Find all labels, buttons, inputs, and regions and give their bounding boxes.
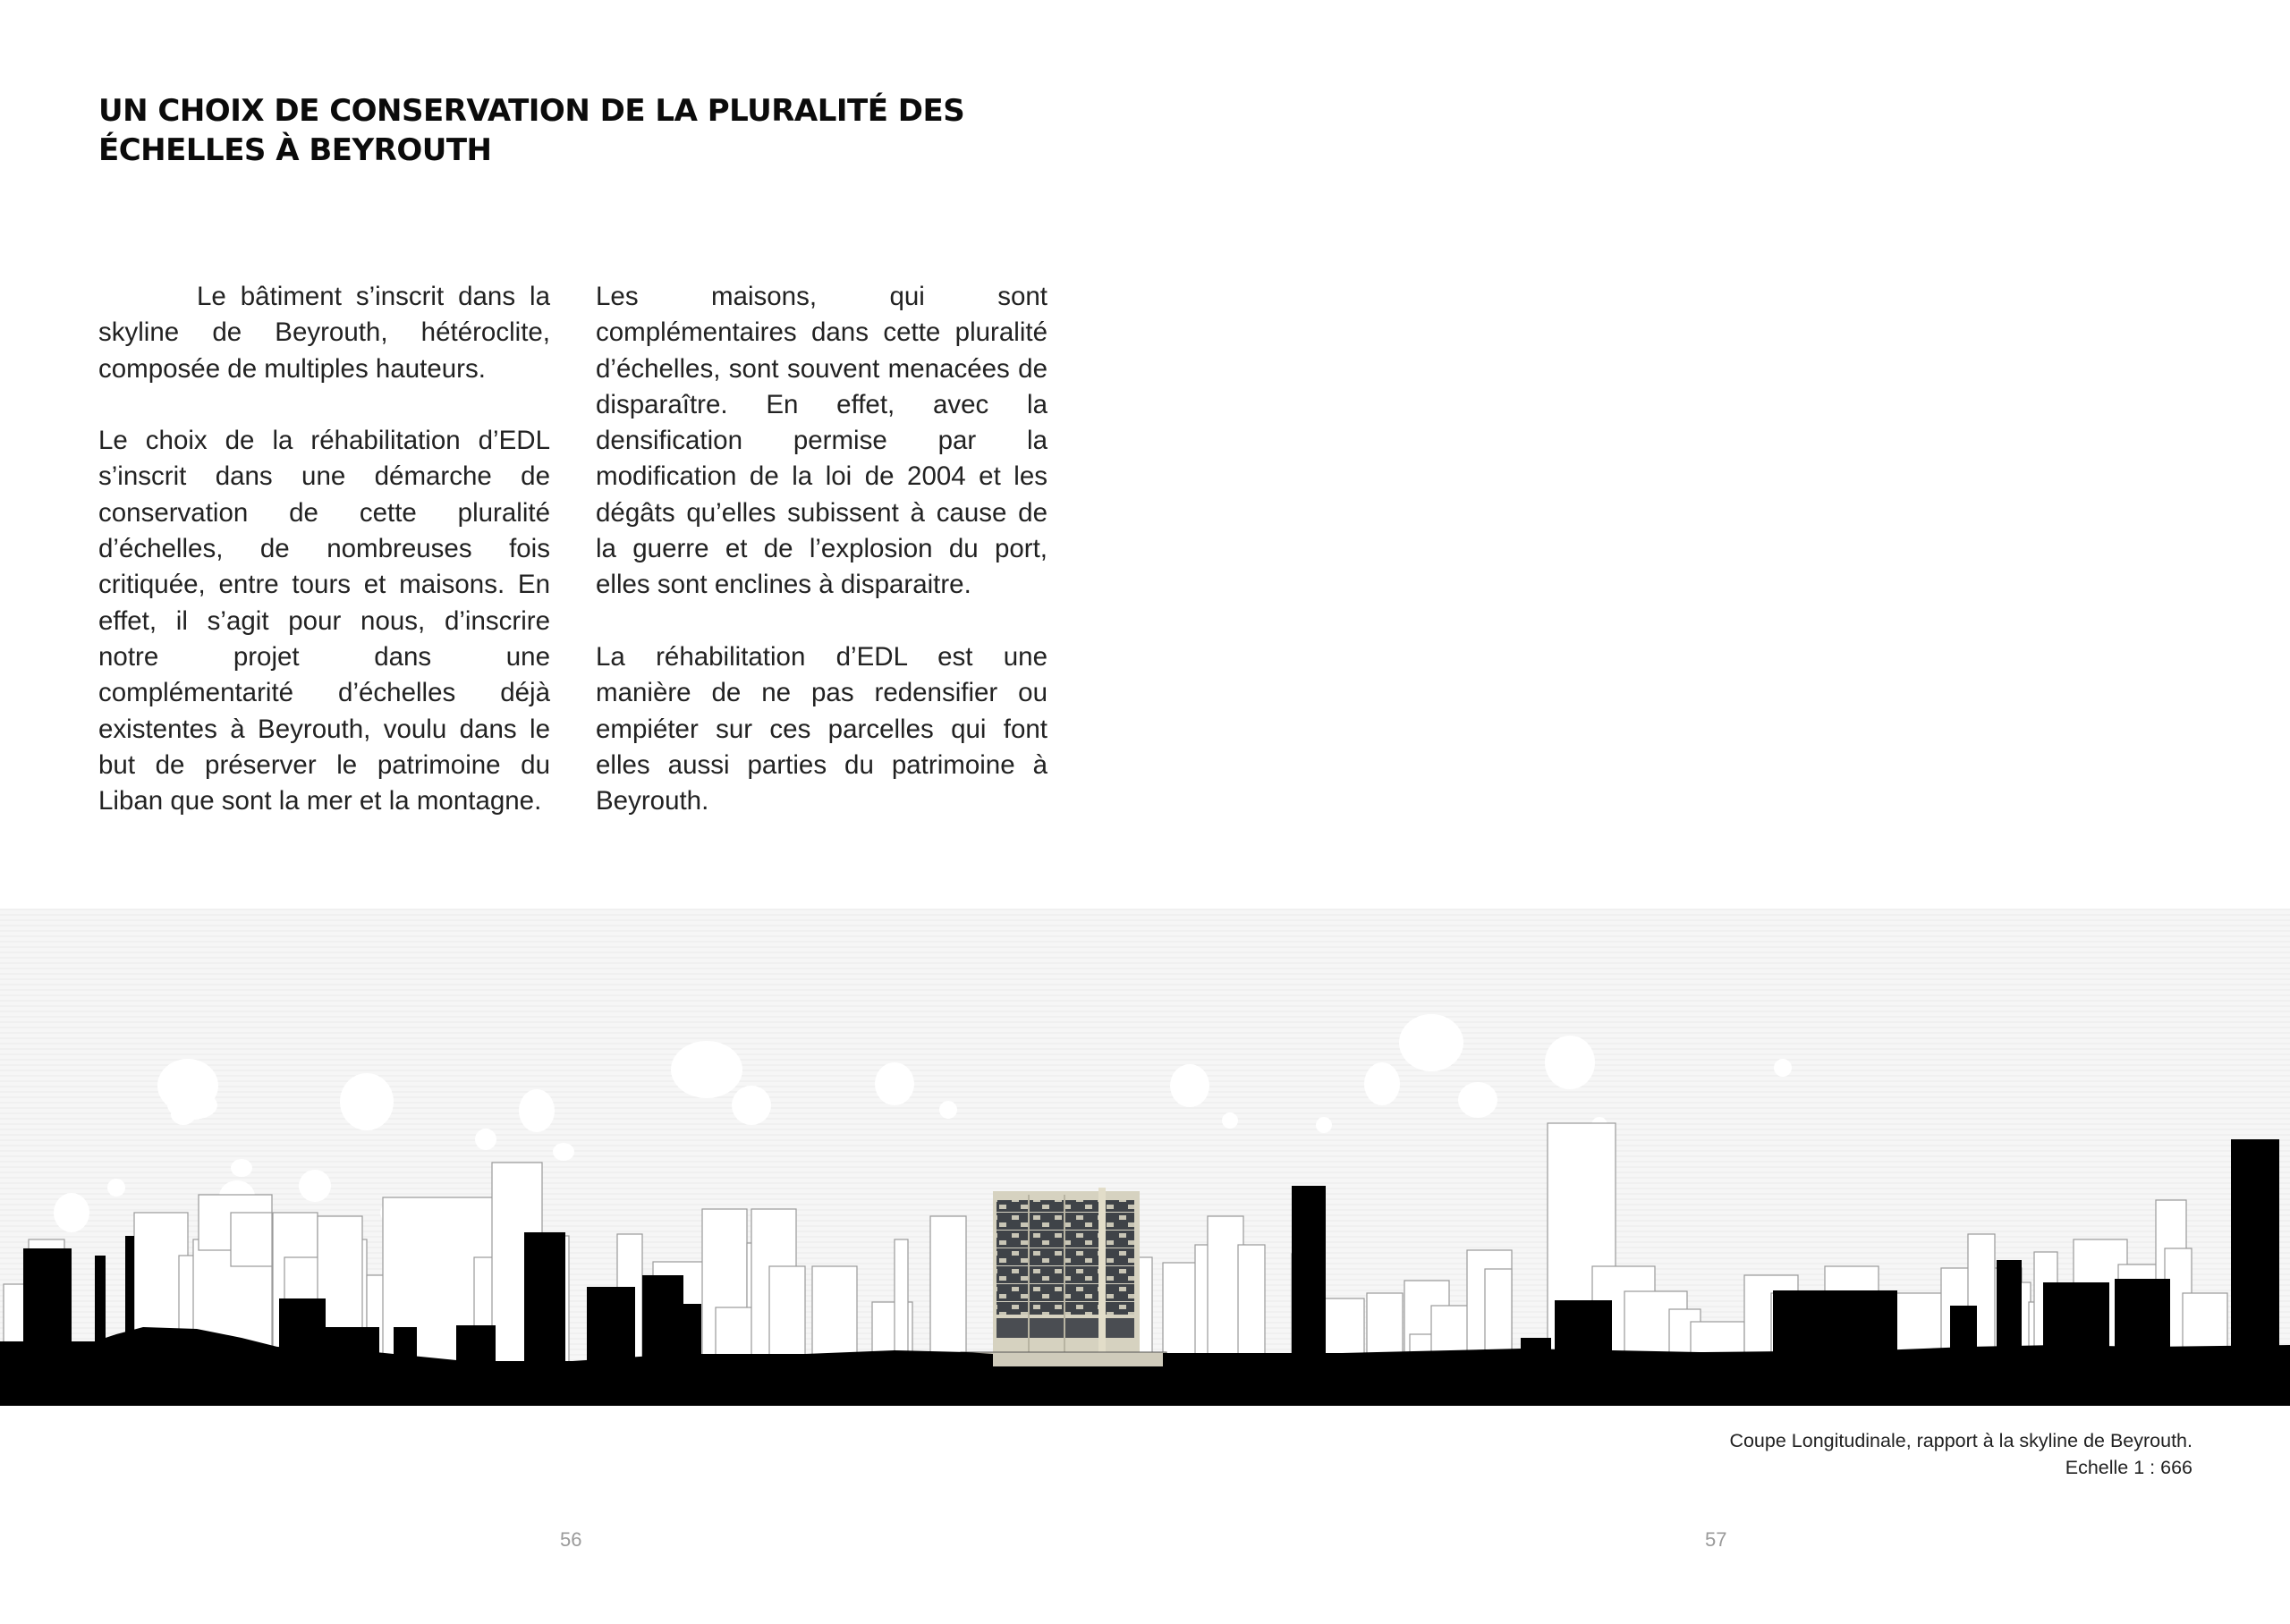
cloud: [299, 1170, 331, 1202]
paragraph: La réhabilitation d’EDL est une manière de ne pas redensifier ou empiéter sur ces parcelles qui font elles aussi parties du patrimoine à Beyrouth.: [596, 641, 1047, 816]
cloud: [875, 1062, 914, 1105]
building-outline: [231, 1213, 272, 1266]
paragraph: Les maisons, qui sont complémentaires dans cette pluralité d’échelles, sont souvent menacées de disparaître. En effet, avec la densification permise par la modification de la loi de 2004 et les dégâts qu’elles subissent à cause de la guerre et de l’explosion du port, elles sont enclines à disparaitre.: [596, 282, 1047, 600]
cloud: [231, 1159, 252, 1177]
cloud: [732, 1086, 771, 1125]
cloud: [1316, 1117, 1332, 1133]
caption-scale: Echelle 1 : 666: [2065, 1457, 2192, 1478]
paragraph: Le bâtiment s’inscrit dans la skyline de Beyrouth, hétéroclite, composée de multiples hauteurs.: [98, 282, 550, 384]
building-outline: [895, 1239, 908, 1365]
cloud: [553, 1143, 574, 1161]
cloud: [107, 1179, 125, 1197]
cloud: [671, 1041, 742, 1098]
cloud: [1399, 1014, 1463, 1071]
cloud: [1364, 1062, 1400, 1105]
building-solid: [1292, 1186, 1326, 1374]
page-title: [98, 91, 1082, 170]
building-solid: [524, 1232, 565, 1374]
cloud: [1774, 1059, 1792, 1077]
title-line-2: ÉCHELLES À BEYROUTH: [98, 132, 492, 168]
right-text-column: [596, 279, 1047, 856]
page-number-left: 56: [560, 1528, 582, 1551]
page-number-right: 57: [1705, 1528, 1727, 1551]
cloud: [939, 1101, 957, 1119]
caption-title: Coupe Longitudinale, rapport à la skyline de Beyrouth.: [1729, 1430, 2192, 1451]
project-tower-core: [1098, 1188, 1106, 1354]
cloud: [475, 1129, 496, 1150]
building-outline: [812, 1266, 857, 1365]
building-outline: [769, 1266, 805, 1365]
cloud: [1545, 1036, 1595, 1089]
cloud: [54, 1193, 89, 1232]
cloud: [1222, 1112, 1238, 1129]
paragraph: Le choix de la réhabilitation d’EDL s’inscrit dans une démarche de conservation de cette pluralité d’échelles, de nombreuses fois critiquée, entre tours et maisons. En effet, il s’agit pour nous, d’inscrire notre projet dans une complémentarité d’échelles déjà existentes à Beyrouth, voulu dans le but de préserver le patrimoine du Liban que sont la mer et la montagne.: [98, 426, 550, 816]
cloud: [519, 1089, 555, 1132]
building-outline: [1163, 1263, 1199, 1365]
title-line-1: UN CHOIX DE CONSERVATION DE LA PLURALITÉ DES: [98, 93, 965, 129]
skyline-section-drawing: [0, 909, 2290, 1406]
figure-caption: [1729, 1427, 2192, 1481]
cloud: [1458, 1082, 1497, 1118]
building-solid: [2231, 1139, 2279, 1374]
building-outline: [1238, 1245, 1265, 1365]
cloud: [1170, 1064, 1209, 1107]
left-text-column: [98, 279, 550, 856]
cloud: [171, 1104, 196, 1125]
building-outline: [930, 1216, 966, 1365]
cloud: [340, 1073, 394, 1130]
